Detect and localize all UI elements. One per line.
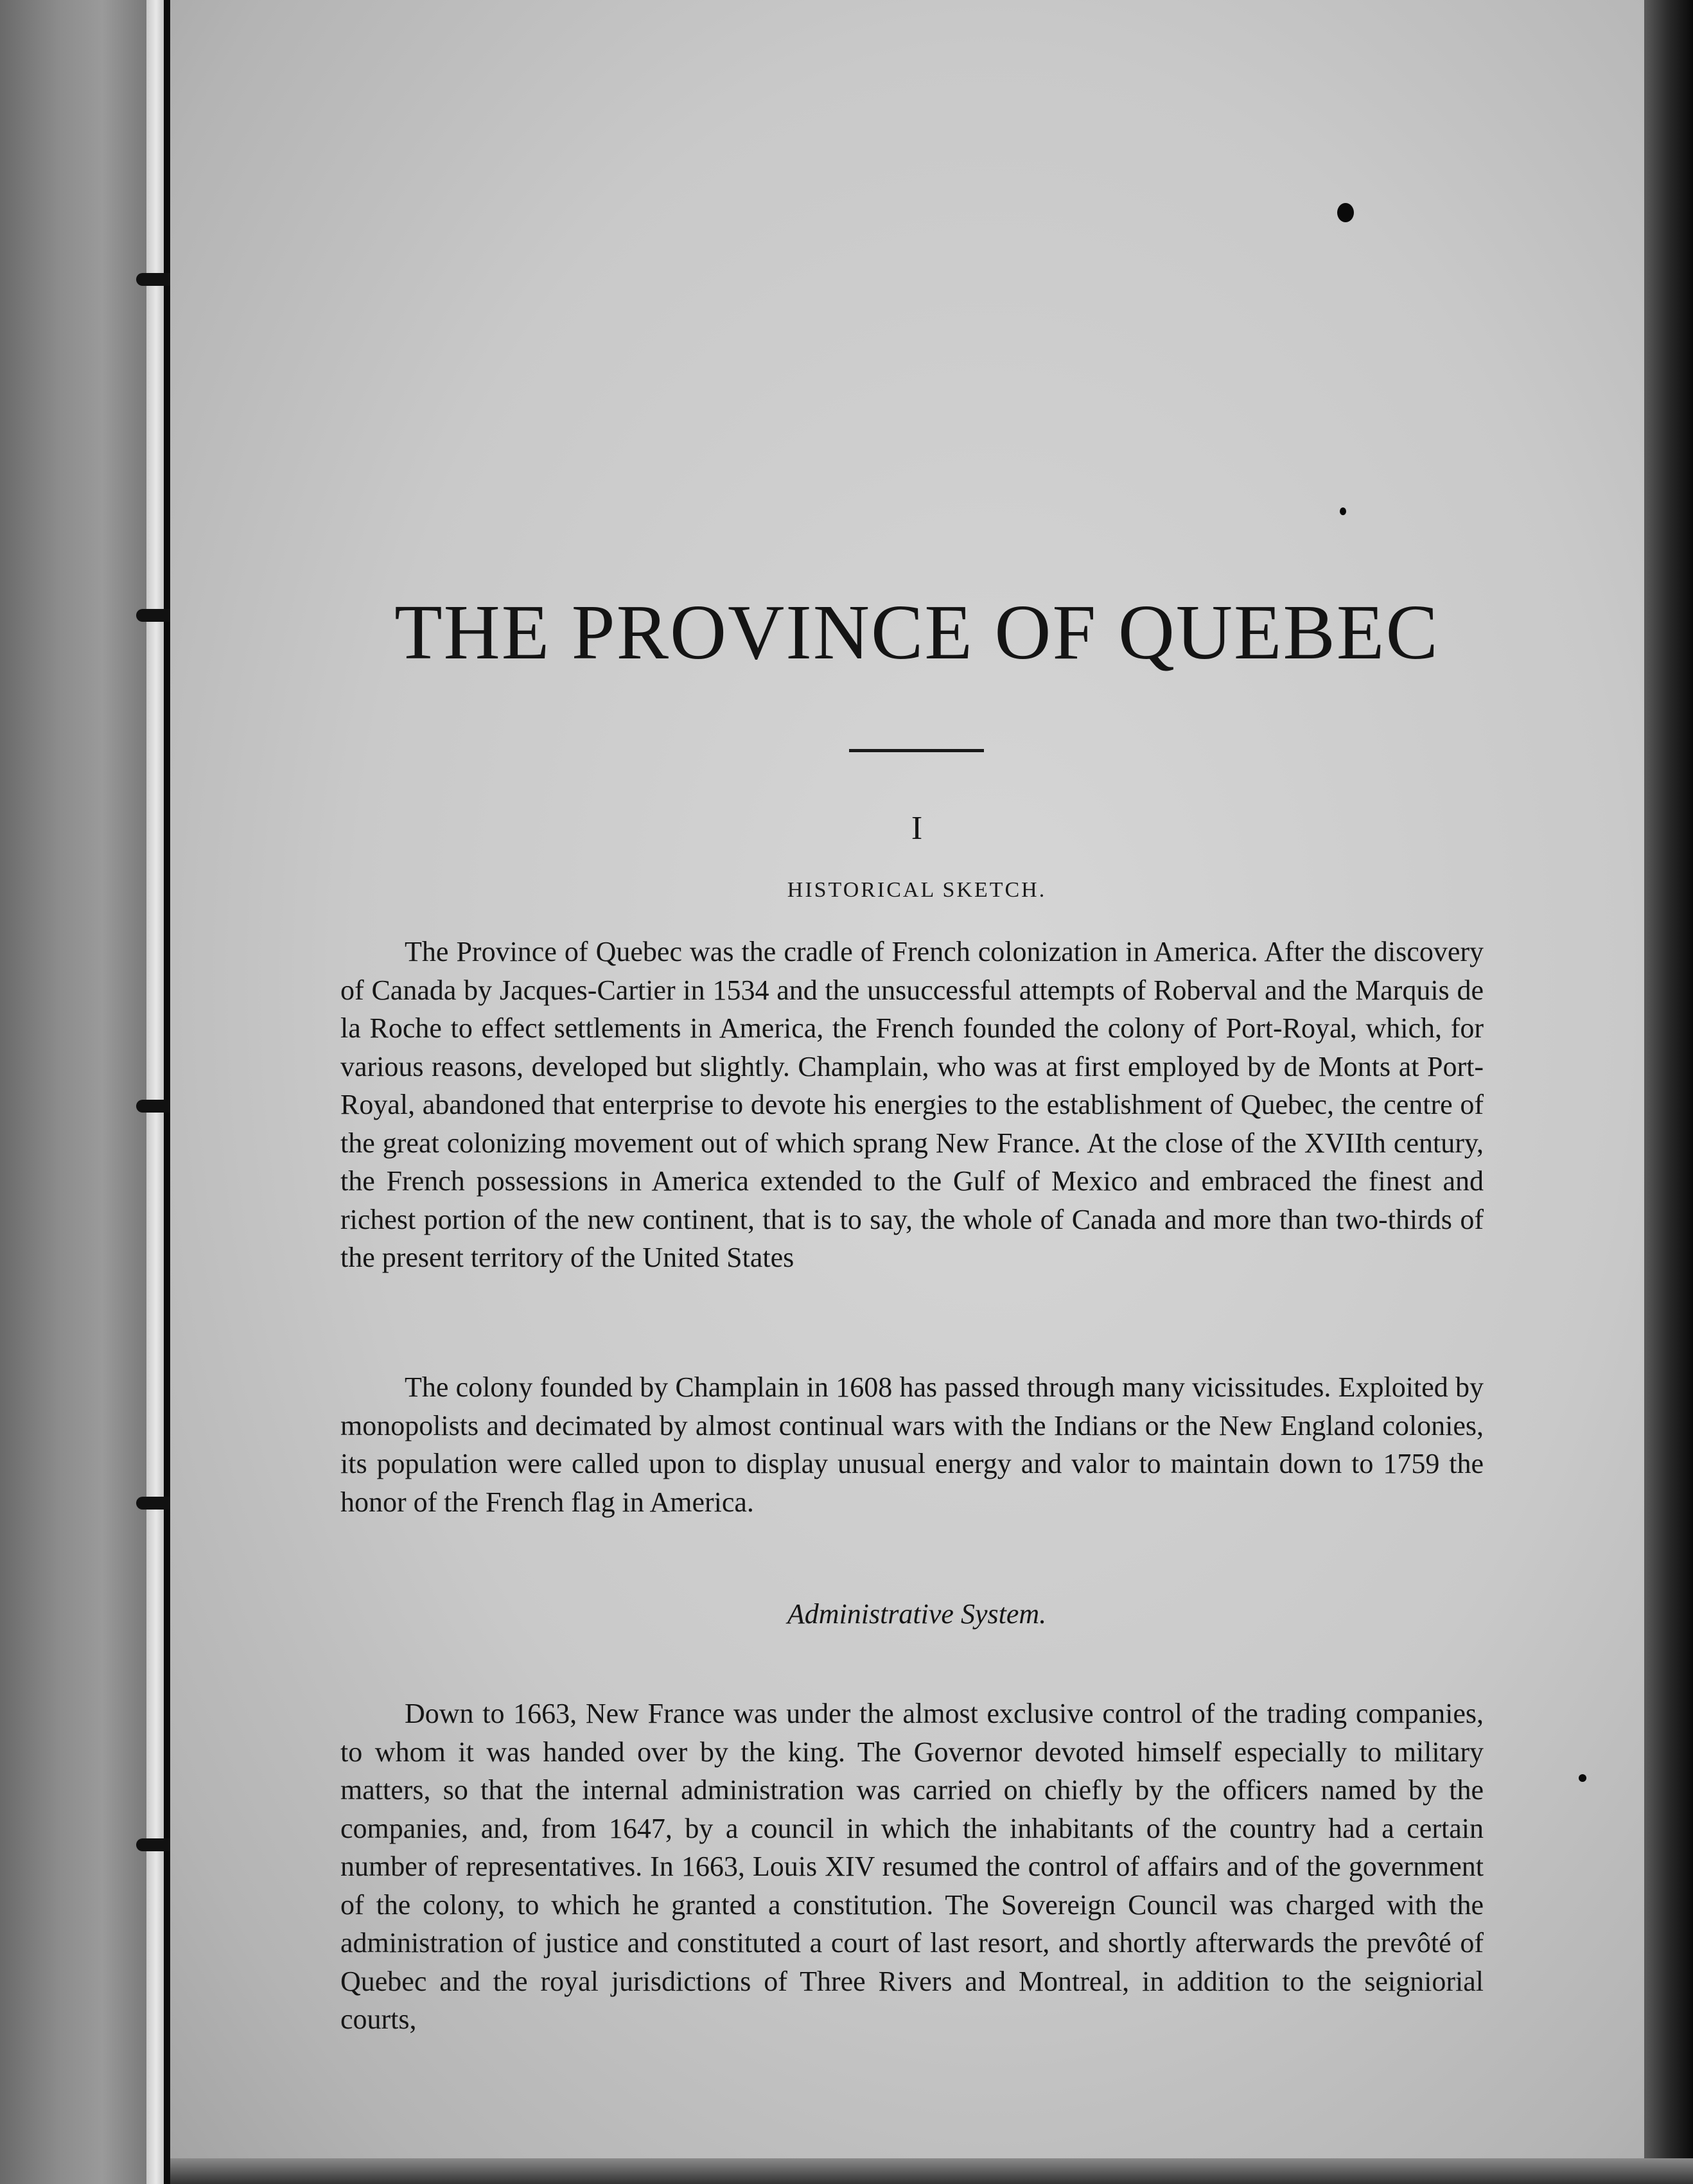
ink-speck [1337,203,1354,222]
paragraph: The colony founded by Champlain in 1608 has passed through many vicissitudes. Exploited by monopolists and decimated by almost continual wars with the Indians or the New England colonies, its population were called upon to display unusual energy and valor to maintain down to 1759 the honor of the French flag in America. [340,1371,1484,1518]
paragraph: Down to 1663, New France was under the almost exclusive control of the trading companies, to whom it was handed over by the king. The Governor devoted himself especially to military matters, so that the internal administration was carried on chiefly by the officers named by the companies, and, from 1647, by a council in which the inhabitants of the country had a certain number of representatives. In 1663, Louis XIV resumed the control of affairs and of the government of the colony, to which he granted a constitution. The Sovereign Council was charged with the administration of justice and constituted a court of last resort, and shortly afterwards the prevôté of Quebec and the royal jurisdictions of Three Rivers and Montreal, in addition to the seigniorial courts, [340,1698,1484,2035]
section-heading: HISTORICAL SKETCH. [787,878,1047,902]
ink-speck [1579,1774,1586,1782]
chapter-numeral: I [911,810,923,847]
title-rule [849,749,984,752]
page-bottom-edge [170,2158,1693,2184]
page-right-edge [1644,0,1693,2184]
ink-speck [1340,507,1346,515]
binding-strip [146,0,166,2184]
paragraph: The Province of Quebec was the cradle of French colonization in America. After the discovery of Canada by Jacques-Cartier in 1534 and the unsuccessful attempts of Roberval and the Marquis de la Roche to effect settlements in America, the French founded the colony of Port-Royal, which, for various reasons, developed but slightly. Champlain, who was at first employed by de Monts at Port-Royal, abandoned that enterprise to devote his energies to the establishment of Quebec, the centre of the great colonizing movement out of which sprang New France. At the close of the XVIIth century, the French possessions in America extended to the Gulf of Mexico and embraced the finest and richest portion of the new continent, that is to say, the whole of Canada and more than two-thirds of the present territory of the United States [340,936,1484,1273]
page-title: THE PROVINCE OF QUEBEC [394,589,1439,676]
subheading: Administrative System. [787,1598,1047,1630]
facing-page-edge [0,0,146,2184]
binding-spine [164,0,170,2184]
